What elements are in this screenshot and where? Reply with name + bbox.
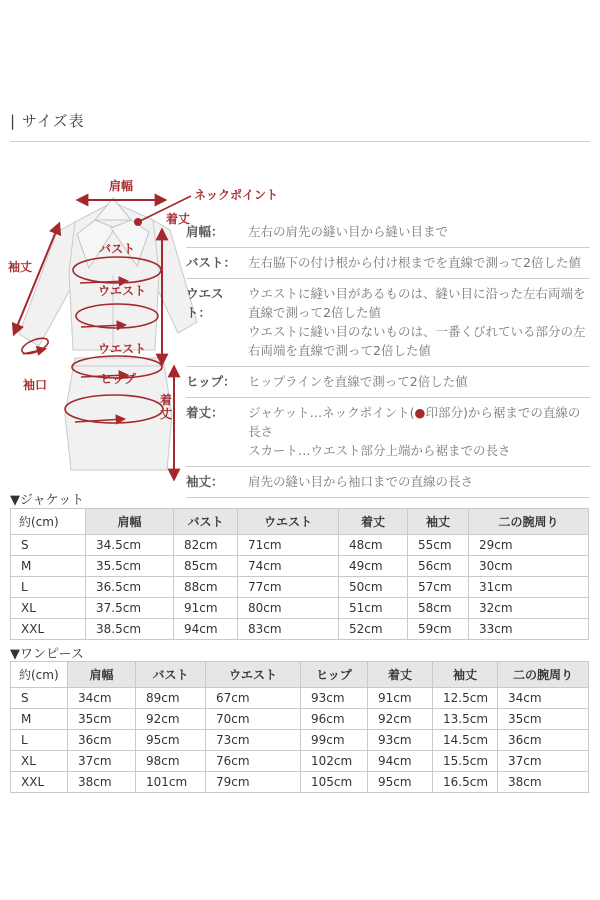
measurement-cell: 94cm (174, 619, 238, 640)
measurement-cell: 12.5cm (433, 688, 498, 709)
measurement-cell: 50cm (339, 577, 408, 598)
measurement-cell: 56cm (408, 556, 469, 577)
measurement-cell: 67cm (206, 688, 301, 709)
bust-label: バスト (98, 242, 136, 256)
measurement-cell: 93cm (368, 730, 433, 751)
measurement-cell: 36.5cm (86, 577, 174, 598)
column-header: 袖丈 (408, 509, 469, 535)
measurement-cell: 16.5cm (433, 772, 498, 793)
size-row (11, 556, 589, 577)
onepiece-size-table (10, 661, 589, 793)
definition-row (186, 217, 590, 248)
measurement-cell: 89cm (136, 688, 206, 709)
hip-label: ヒップ (100, 372, 136, 386)
definition-text: 左右の肩先の縫い目から縫い目まで (248, 224, 449, 239)
measurement-cell: 57cm (408, 577, 469, 598)
measurement-cell: 29cm (469, 535, 589, 556)
neck-point-dot-mark: ● (414, 405, 426, 420)
measurement-cell: 102cm (301, 751, 368, 772)
measurement-cell: 14.5cm (433, 730, 498, 751)
measurement-cell: 95cm (136, 730, 206, 751)
definition-row (186, 279, 590, 367)
definition-text: ヒップラインを直線で測って2倍した値 (248, 374, 468, 389)
measurement-cell: 80cm (238, 598, 339, 619)
size-row (11, 619, 589, 640)
definition-text: ジャケット…ネックポイント(●印部分)から裾までの直線の長さ スカート…ウエスト部分上端から裾までの長さ (248, 405, 581, 458)
measurement-cell: 35cm (498, 709, 589, 730)
measurement-cell: 36cm (68, 730, 136, 751)
sleeve-length-label: 袖丈 (8, 260, 33, 274)
measurement-cell: 82cm (174, 535, 238, 556)
neck-point-dot (134, 218, 142, 226)
column-header: ヒップ (301, 662, 368, 688)
measurement-cell: 37cm (498, 751, 589, 772)
jacket-size-table (10, 508, 589, 640)
measurement-cell: 32cm (469, 598, 589, 619)
page-title: | サイズ表 (10, 110, 590, 142)
size-label-cell: S (11, 535, 86, 556)
measurement-cell: 73cm (206, 730, 301, 751)
measurement-cell: 79cm (206, 772, 301, 793)
measurement-cell: 35.5cm (86, 556, 174, 577)
size-label-cell: M (11, 709, 68, 730)
size-row (11, 598, 589, 619)
measurement-cell: 88cm (174, 577, 238, 598)
measurement-cell: 101cm (136, 772, 206, 793)
definition-text: 左右脇下の付け根から付け根までを直線で測って2倍した値 (248, 255, 581, 270)
measurement-cell: 99cm (301, 730, 368, 751)
waist-jacket-label: ウエスト (97, 284, 147, 298)
size-row (11, 730, 589, 751)
header-row (11, 662, 589, 688)
measurement-definitions (186, 217, 590, 498)
definition-term: 着丈： (186, 405, 224, 420)
unit-header-cell: 約(cm) (11, 509, 86, 535)
measurement-cell: 37.5cm (86, 598, 174, 619)
measurement-cell: 34cm (498, 688, 589, 709)
waist-skirt-label: ウエスト (97, 342, 147, 356)
skirt-length-label: 着丈 (159, 393, 173, 421)
size-label-cell: XL (11, 598, 86, 619)
size-label-cell: XXL (11, 619, 86, 640)
neck-point-label: ネックポイント (194, 188, 279, 202)
definition-term: 袖丈： (186, 474, 224, 489)
size-row (11, 577, 589, 598)
measurement-cell: 30cm (469, 556, 589, 577)
definition-text: ウエストに縫い目があるものは、縫い目に沿った左右両端を直線で測って2倍した値 ウエストに縫い目のないものは、一番くびれている部分の左右両端を直線で測って2倍した値 (248, 286, 586, 358)
measurement-cell: 37cm (68, 751, 136, 772)
jacket-left-sleeve (19, 222, 75, 346)
measurement-cell: 98cm (136, 751, 206, 772)
measurement-cell: 94cm (368, 751, 433, 772)
definition-term: 肩幅： (186, 224, 224, 239)
measurement-cell: 38cm (68, 772, 136, 793)
measurement-cell: 34cm (68, 688, 136, 709)
measurement-cell: 38.5cm (86, 619, 174, 640)
jacket-length-label: 着丈 (166, 212, 191, 226)
measurement-cell: 77cm (238, 577, 339, 598)
size-label-cell: L (11, 730, 68, 751)
definition-row (186, 467, 590, 498)
measurement-cell: 49cm (339, 556, 408, 577)
measurement-cell: 58cm (408, 598, 469, 619)
onepiece-section-label: ▼ワンピース (10, 647, 84, 662)
size-row (11, 535, 589, 556)
size-row (11, 772, 589, 793)
measurement-cell: 35cm (68, 709, 136, 730)
column-header: 着丈 (339, 509, 408, 535)
column-header: バスト (174, 509, 238, 535)
cuff-label: 袖口 (22, 378, 48, 392)
measurement-cell: 76cm (206, 751, 301, 772)
column-header: ウエスト (206, 662, 301, 688)
measurement-cell: 70cm (206, 709, 301, 730)
size-label-cell: XL (11, 751, 68, 772)
measurement-cell: 31cm (469, 577, 589, 598)
column-header: ウエスト (238, 509, 339, 535)
measurement-cell: 15.5cm (433, 751, 498, 772)
definition-term: バスト： (186, 255, 237, 270)
measurement-cell: 91cm (368, 688, 433, 709)
measurement-cell: 51cm (339, 598, 408, 619)
size-row (11, 751, 589, 772)
definition-text: 肩先の縫い目から袖口までの直線の長さ (248, 474, 474, 489)
measurement-cell: 105cm (301, 772, 368, 793)
jacket-section-label: ▼ジャケット (10, 493, 85, 508)
definition-term: ウエスト： (186, 286, 224, 320)
size-row (11, 709, 589, 730)
column-header: 二の腕周り (498, 662, 589, 688)
definition-row (186, 398, 590, 467)
column-header: バスト (136, 662, 206, 688)
size-label-cell: L (11, 577, 86, 598)
unit-header-cell: 約(cm) (11, 662, 68, 688)
measurement-cell: 48cm (339, 535, 408, 556)
measurement-cell: 95cm (368, 772, 433, 793)
measurement-cell: 55cm (408, 535, 469, 556)
size-label-cell: XXL (11, 772, 68, 793)
shoulder-width-label: 肩幅 (108, 179, 134, 193)
definition-row (186, 367, 590, 398)
measurement-cell: 34.5cm (86, 535, 174, 556)
column-header: 肩幅 (86, 509, 174, 535)
measurement-cell: 36cm (498, 730, 589, 751)
measurement-cell: 13.5cm (433, 709, 498, 730)
size-label-cell: S (11, 688, 68, 709)
measurement-cell: 93cm (301, 688, 368, 709)
measurement-cell: 38cm (498, 772, 589, 793)
measurement-cell: 85cm (174, 556, 238, 577)
measurement-cell: 91cm (174, 598, 238, 619)
measurement-cell: 92cm (368, 709, 433, 730)
definition-row (186, 248, 590, 279)
column-header: 二の腕周り (469, 509, 589, 535)
measurement-cell: 33cm (469, 619, 589, 640)
measurement-cell: 96cm (301, 709, 368, 730)
header-row (11, 509, 589, 535)
measurement-cell: 83cm (238, 619, 339, 640)
measurement-cell: 59cm (408, 619, 469, 640)
column-header: 肩幅 (68, 662, 136, 688)
size-row (11, 688, 589, 709)
measurement-cell: 71cm (238, 535, 339, 556)
size-label-cell: M (11, 556, 86, 577)
definition-term: ヒップ： (186, 374, 236, 389)
measurement-cell: 74cm (238, 556, 339, 577)
measurement-cell: 92cm (136, 709, 206, 730)
measurement-cell: 52cm (339, 619, 408, 640)
column-header: 袖丈 (433, 662, 498, 688)
column-header: 着丈 (368, 662, 433, 688)
